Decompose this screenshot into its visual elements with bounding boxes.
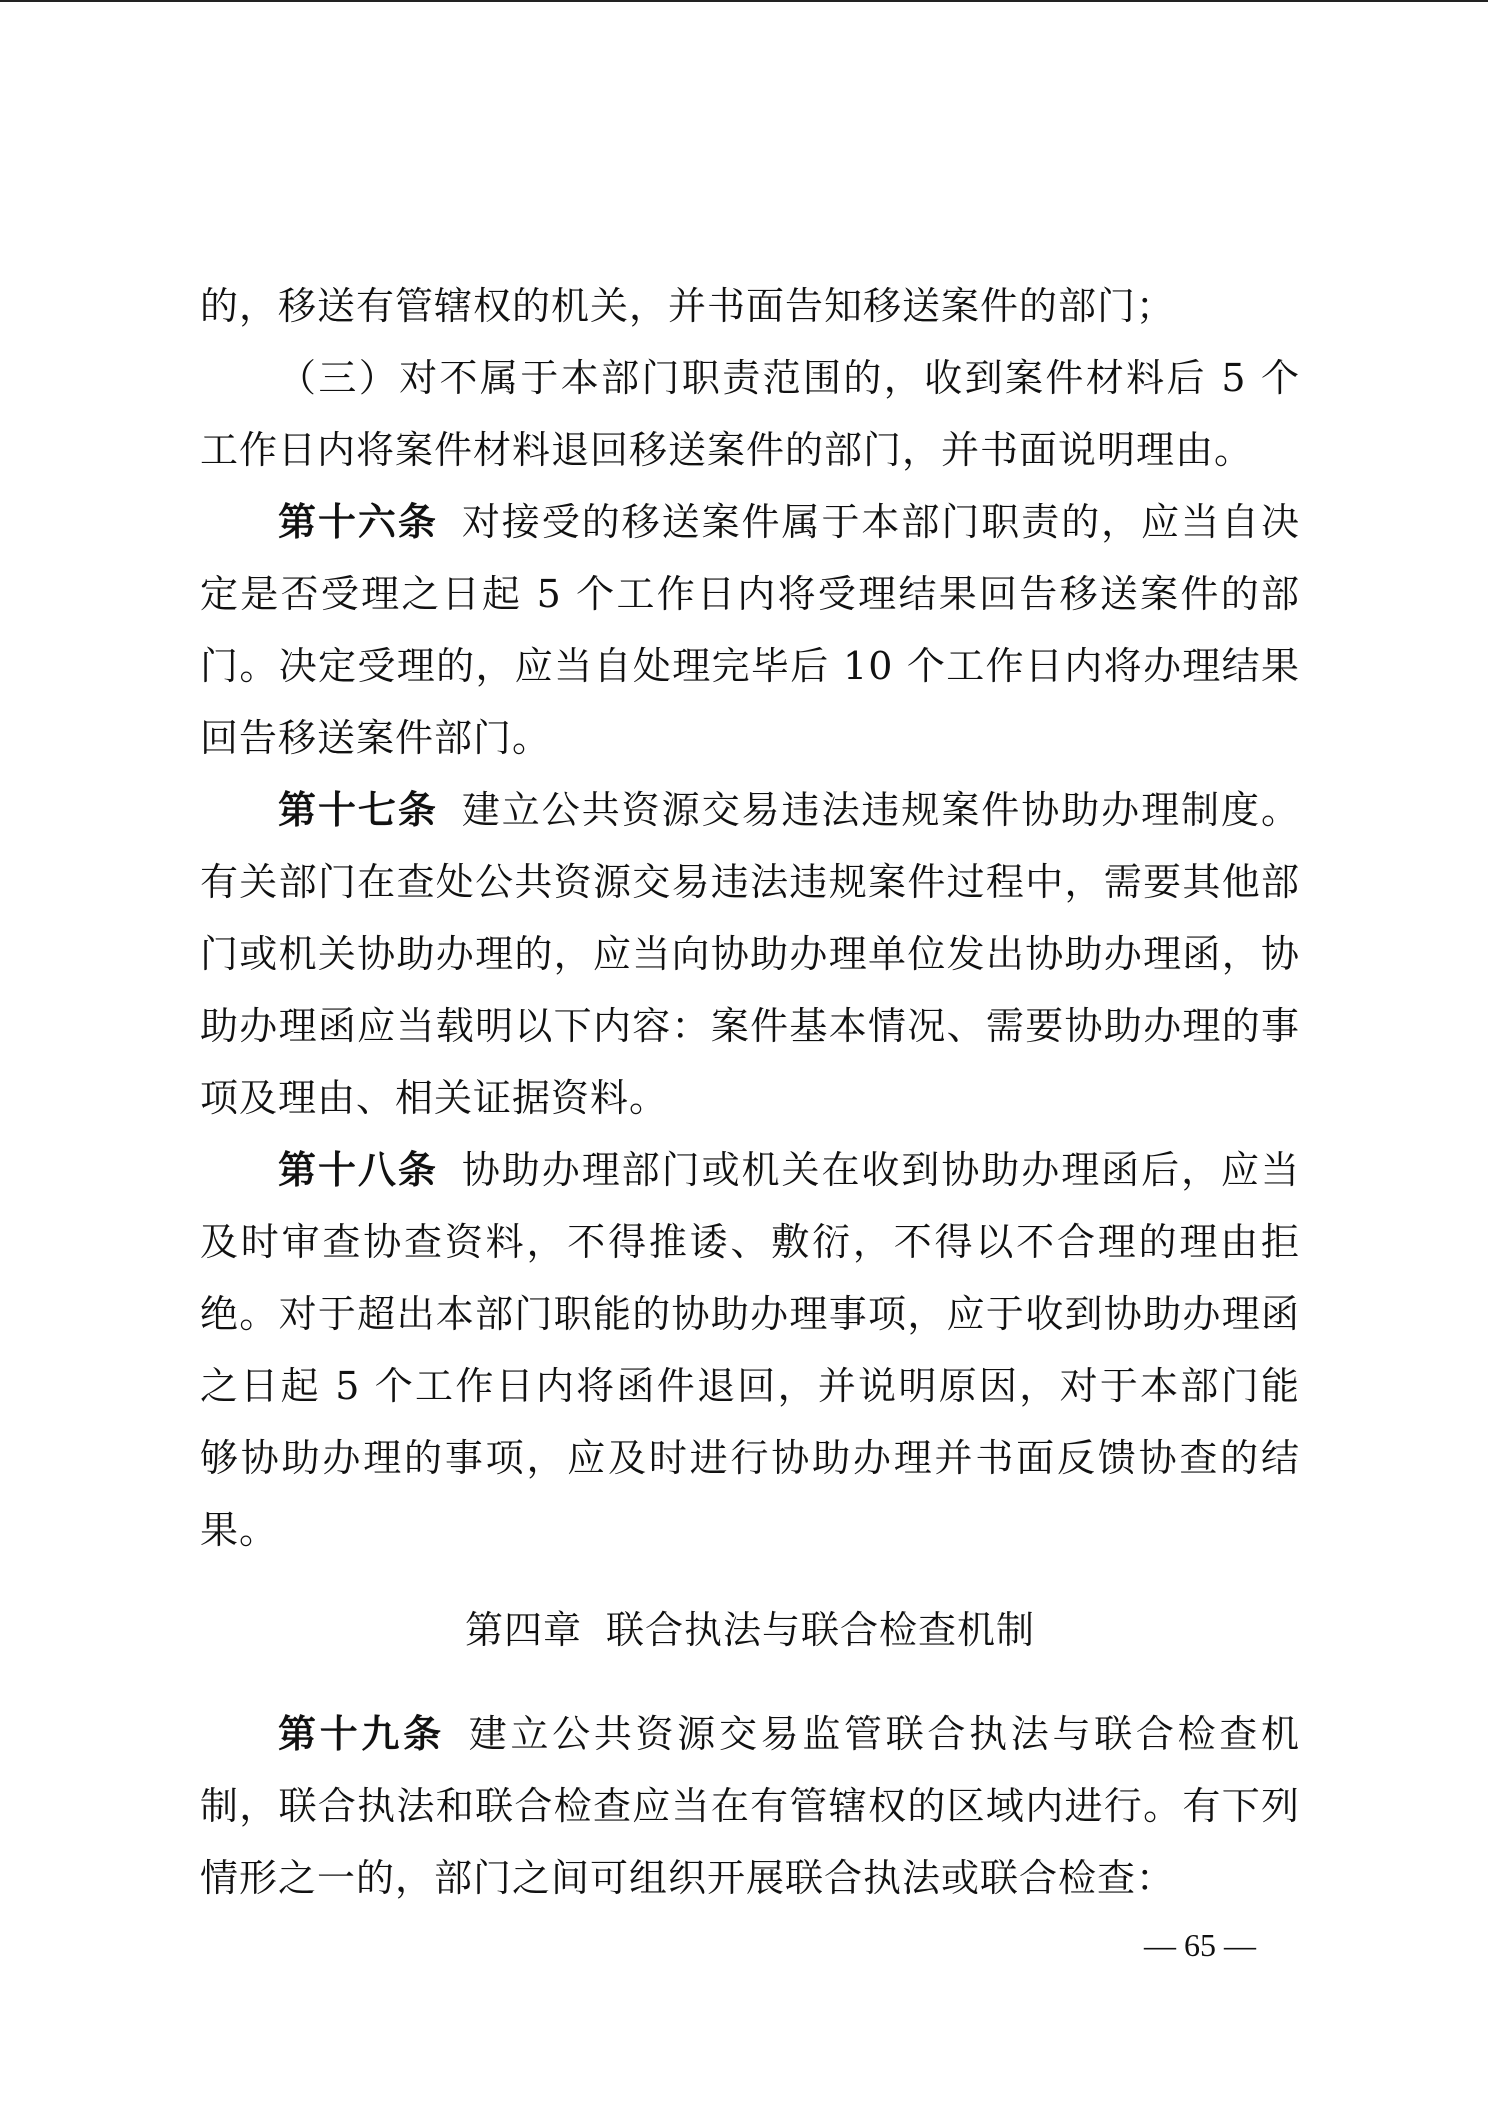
article-19: [200, 1698, 1300, 1914]
article-number: 第十八条: [278, 1148, 438, 1192]
document-body: [200, 270, 1300, 1914]
article-text: 协助办理部门或机关在收到协助办理函后，应当及时审查协查资料，不得推诿、敷衍，不得以不合理的理由拒绝。对于超出本部门职能的协助办理事项，应于收到协助办理函之日起 5 个工作日内将函件退回，并说明原因，对于本部门能够协助办理的事项，应及时进行协助办理并书面反馈协查的结果。: [200, 1148, 1300, 1552]
chapter-heading: [200, 1594, 1300, 1666]
article-17: [200, 774, 1300, 1134]
article-number: 第十七条: [278, 788, 438, 832]
article-16: [200, 486, 1300, 774]
paragraph-continuation: 的，移送有管辖权的机关，并书面告知移送案件的部门；: [200, 284, 1176, 328]
paragraph-item-three: （三）对不属于本部门职责范围的，收到案件材料后 5 个工作日内将案件材料退回移送案件的部门，并书面说明理由。: [200, 356, 1300, 472]
article-text: 建立公共资源交易监管联合执法与联合检查机制，联合执法和联合检查应当在有管辖权的区域内进行。有下列情形之一的，部门之间可组织开展联合执法或联合检查：: [200, 1712, 1300, 1900]
top-border-line: [0, 0, 1488, 2]
article-number: 第十九条: [278, 1712, 445, 1756]
chapter-number: 第四章: [464, 1608, 582, 1652]
page-number: — 65 —: [1144, 1927, 1256, 1963]
article-number: 第十六条: [278, 500, 438, 544]
article-text: 对接受的移送案件属于本部门职责的，应当自决定是否受理之日起 5 个工作日内将受理结果回告移送案件的部门。决定受理的，应当自处理完毕后 10 个工作日内将办理结果回告移送案件部门。: [200, 500, 1300, 760]
chapter-title: 联合执法与联合检查机制: [606, 1608, 1036, 1652]
article-18: [200, 1134, 1300, 1566]
article-text: 建立公共资源交易违法违规案件协助办理制度。有关部门在查处公共资源交易违法违规案件过程中，需要其他部门或机关协助办理的，应当向协助办理单位发出协助办理函，协助办理函应当载明以下内容：案件基本情况、需要协助办理的事项及理由、相关证据资料。: [200, 788, 1300, 1120]
